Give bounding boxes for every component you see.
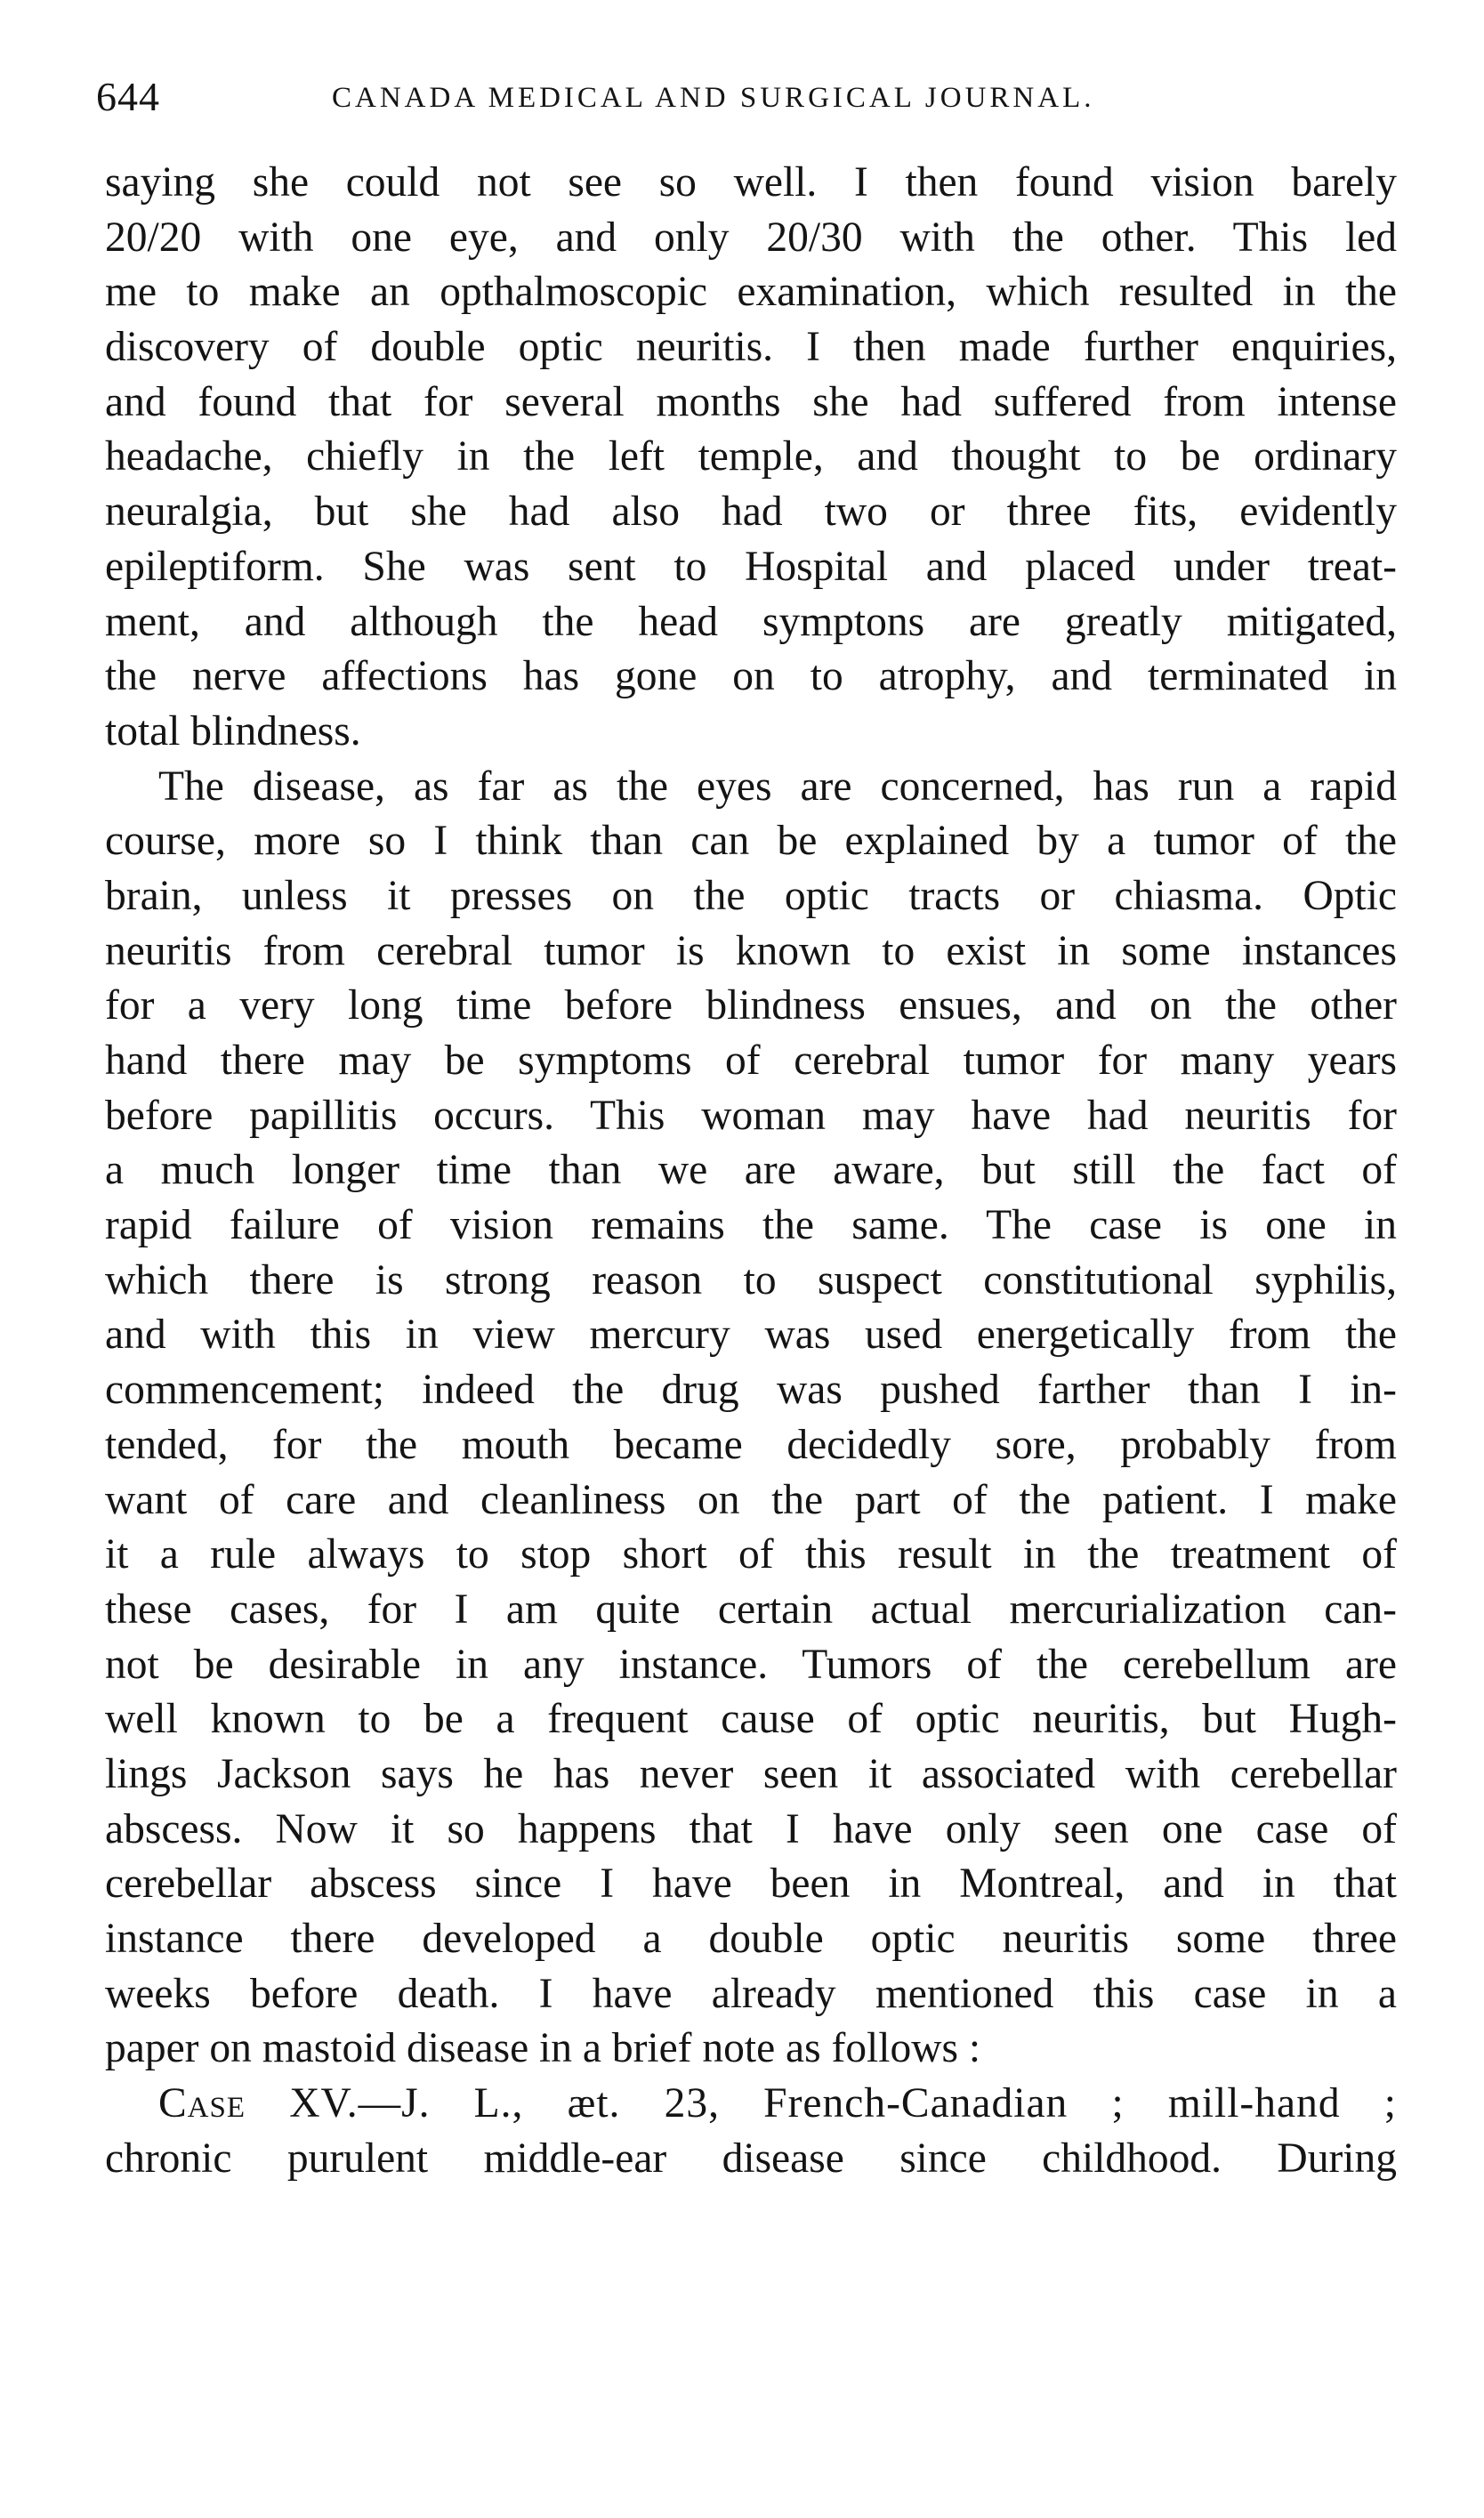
paragraph [105,156,1397,760]
text-line: tended, for the mouth became decidedly sore, probably from [105,1421,1397,1468]
text-line: neuritis from cerebral tumor is known to exist in some instances [105,927,1397,974]
text-line: for a very long time before blindness ensues, and on the other [105,982,1397,1029]
text-line: chronic purulent middle-ear disease since childhood. During [105,2135,1397,2182]
text-line: and found that for several months she had suffered from intense [105,378,1397,425]
text-line: these cases, for I am quite certain actual mercurialization can- [105,1586,1397,1633]
text-line: commencement; indeed the drug was pushed farther than I in- [105,1367,1397,1414]
text-line: brain, unless it presses on the optic tracts or chiasma. Optic [105,872,1397,919]
page-number: 644 [96,74,160,119]
case-heading-line [105,2077,1397,2132]
paragraph [105,760,1397,2078]
text-line: ment, and although the head symptons are greatly mitigated, [105,598,1397,645]
text-line: The disease, as far as the eyes are concerned, has run a rapid [158,763,1397,810]
text-line: rapid failure of vision remains the same. The case is one in [105,1202,1397,1249]
text-line: headache, chiefly in the left temple, and thought to be ordinary [105,433,1397,480]
text-line: me to make an opthalmoscopic examination, which resulted in the [105,269,1397,316]
text-line: paper on mastoid disease in a brief note as follows : [105,2025,981,2072]
text-line: well known to be a frequent cause of optic neuritis, but Hugh- [105,1696,1397,1743]
case-paragraph [105,2077,1397,2186]
text-line: discovery of double optic neuritis. I then made further enquiries, [105,324,1397,371]
text-line: saying she could not see so well. I then found vision barely [105,159,1397,206]
running-head [96,73,1395,135]
text-line: abscess. Now it so happens that I have only seen one case of [105,1805,1397,1852]
text-line: total blindness. [105,707,361,755]
text-line: not be desirable in any instance. Tumors of the cerebellum are [105,1641,1397,1688]
text-line: a much longer time than we are aware, but still the fact of [105,1147,1397,1194]
text-line: instance there developed a double optic neuritis some three [105,1916,1397,1962]
text-line: it a rule always to stop short of this result in the treatment of [105,1531,1397,1578]
text-line: weeks before death. I have already mentioned this case in a [105,1970,1397,2017]
article-body [105,156,1397,2186]
text-line: hand there may be symptoms of cerebral tumor for many years [105,1037,1397,1084]
text-line: neuralgia, but she had also had two or three fits, evidently [105,488,1397,536]
text-line: want of care and cleanliness on the part of the patient. I make [105,1476,1397,1523]
case-label: Case XV. [158,2080,359,2127]
text-line: lings Jackson says he has never seen it associated with cerebellar [105,1750,1397,1797]
text-line: 20/20 with one eye, and only 20/30 with the other. This led [105,214,1397,261]
text-line: which there is strong reason to suspect constitutional syphilis, [105,1256,1397,1303]
text-line: cerebellar abscess since I have been in Montreal, and in that [105,1860,1397,1908]
journal-title: CANADA MEDICAL AND SURGICAL JOURNAL. [332,82,1095,114]
text-line: before papillitis occurs. This woman may have had neuritis for [105,1092,1397,1139]
text-line: the nerve affections has gone on to atrophy, and terminated in [105,653,1397,700]
text-line: course, more so I think than can be explained by a tumor of the [105,818,1397,865]
text-line: and with this in view mercury was used energetically from the [105,1311,1397,1359]
case-heading-text: —J. L., æt. 23, French-Canadian ; mill-hand ; [358,2080,1397,2127]
text-line: epileptiform. She was sent to Hospital and placed under treat- [105,543,1397,590]
